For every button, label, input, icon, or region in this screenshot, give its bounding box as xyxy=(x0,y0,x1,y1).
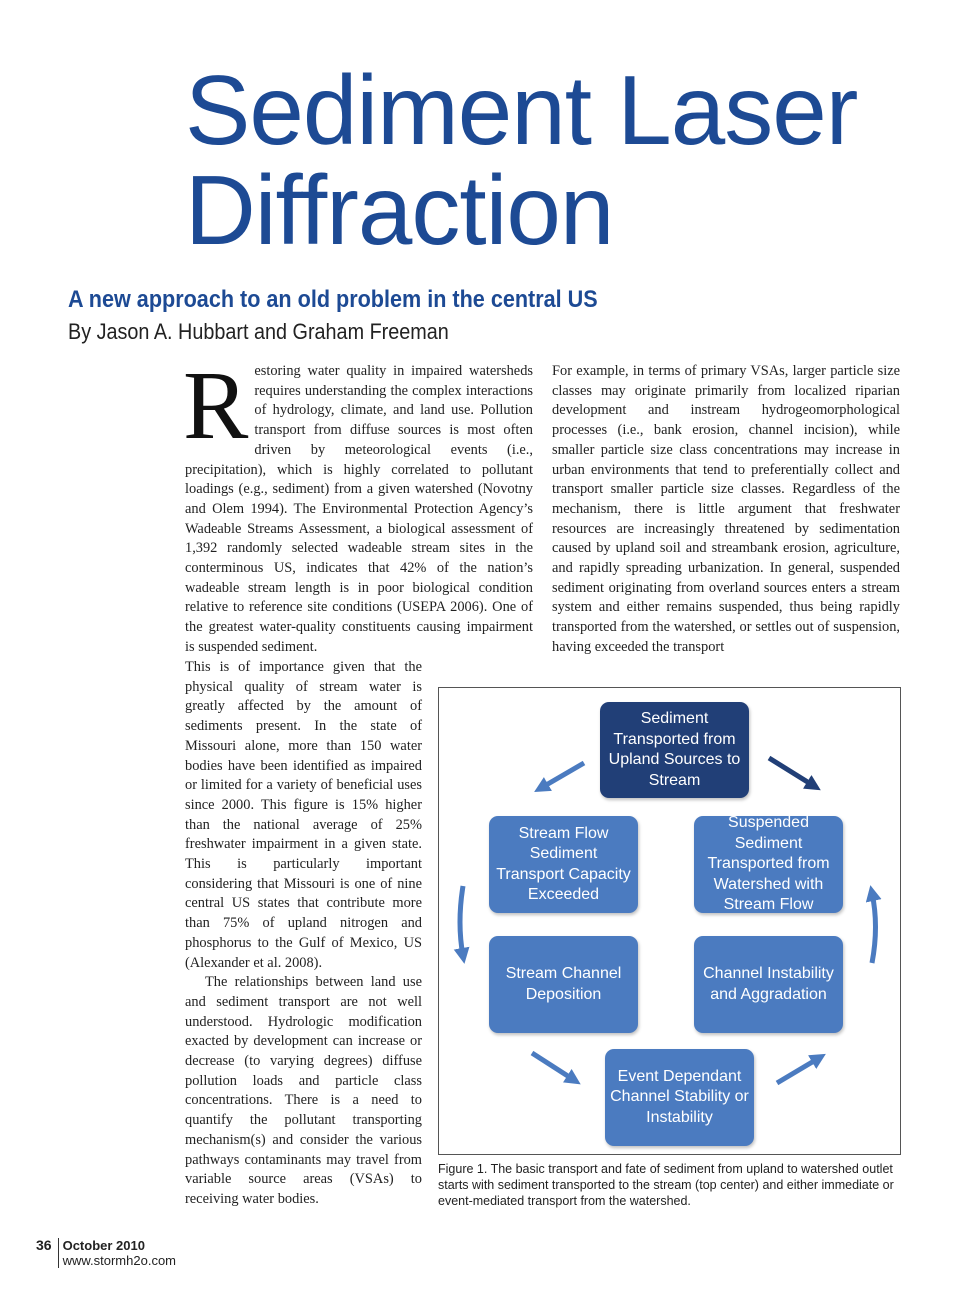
issue-date: October 2010 xyxy=(62,1238,145,1253)
footer-divider xyxy=(58,1238,59,1268)
box-text-line: Transported from xyxy=(707,855,830,873)
page-number: 36 xyxy=(36,1237,52,1253)
box-text-line: Exceeded xyxy=(527,886,600,903)
paragraph-vsa: For example, in terms of primary VSAs, larger particle size classes may originate primarily from localized riparian development and instream hydrogeomorphological processes (i.e., bank erosion, channel incision), while smaller particle size class concentrations may increase in urban environments that tend to preferentially collect and transport smaller particle size classes. Regardless of the mechanism, there is little argument that freshwater resources are increasingly threatened by sedimentation caused by upland soil and streambank erosion, agriculture, and rapidly spreading urbanization. In general, suspended sediment originating from overland sources enters a stream system and either remains suspended, thus being rapidly transported from the watershed, or settles out of suspension, having exceeded the transport xyxy=(552,363,900,655)
box-text-line: Transported from xyxy=(613,730,736,748)
box-event-dependant-stability xyxy=(605,1049,754,1146)
arrow-top-to-right xyxy=(769,758,814,786)
paragraph-land-use: The relationships between land use and sediment transport are not well understood. Hydrologic modification exacted by development can increase or decrease (to varying degrees) diffuse pollution loads and particle class concentrations. There is a need to quantify the pollutant transporting mechanism(s) and consider the various pathways contaminants may travel from variable source areas (VSAs) to receiving water bodies. xyxy=(185,974,422,1207)
box-text-line: Deposition xyxy=(525,985,602,1003)
article-column-1-bottom xyxy=(185,658,422,1210)
arrow-low-left-to-bottom xyxy=(532,1053,574,1080)
article-byline: By Jason A. Hubbart and Graham Freeman xyxy=(68,319,449,344)
box-text-line: Stream xyxy=(648,771,701,789)
box-text xyxy=(707,813,829,916)
box-text-line: Sediment xyxy=(529,845,598,862)
drop-cap: R xyxy=(183,352,249,460)
box-upland-sources xyxy=(600,702,749,798)
article-column-2 xyxy=(552,362,900,658)
paragraph-intro: estoring water quality in impaired watersheds requires understanding the complex interactions of hydrology, climate, and land use. Pollution transport from diffuse sources is most often driven by meteorological events (i.e., precipitation), which is highly correlated to pollutant loadings (e.g., sediment) from a given watershed (Novotny and Olem 1994). The Environmental Protection Agency’s Wadeable Streams Assessment, a biological assessment of 1,392 randomly selected wadeable stream sites in the conterminous US, indicates that 42% of the nation’s wadeable stream length is in poor biological condition relative to reference site conditions (USEPA 2006). One of the greatest water-quality constituents causing impairment is suspended sediment. xyxy=(185,363,533,655)
box-text-line: Channel Instability xyxy=(703,965,834,982)
box-stream-channel-deposition xyxy=(489,936,638,1033)
figure-caption: Figure 1. The basic transport and fate of sediment from upland to watershed outlet starts with sediment transported to the stream (top center) and either immediate or event-mediated transport from the watershed. xyxy=(438,1162,894,1208)
box-text-line: Watershed with xyxy=(713,875,824,893)
footer-info xyxy=(63,1238,176,1268)
article-column-1-top xyxy=(183,352,533,658)
article-title: Sediment Laser Diffraction xyxy=(185,55,858,265)
arrow-top-to-left xyxy=(541,763,584,788)
box-text-line: Upland Sources to xyxy=(608,751,741,768)
box-transport-capacity-exceeded xyxy=(489,816,638,913)
box-text-line: Stream Channel xyxy=(505,965,622,982)
arrow-bottom-to-low-right xyxy=(777,1058,819,1083)
box-text-line: Event Dependant xyxy=(617,1067,742,1085)
box-text-line: Instability xyxy=(646,1108,713,1126)
box-text-line: Channel Stability or xyxy=(610,1088,749,1106)
box-text-line: Transport Capacity xyxy=(496,865,631,883)
box-text-line: Stream Flow xyxy=(723,896,814,914)
box-text xyxy=(496,824,631,906)
box-suspended-sediment-transported xyxy=(694,816,843,913)
page-footer xyxy=(36,1238,176,1268)
arrow-right-up xyxy=(872,893,876,963)
website-url: www.stormh2o.com xyxy=(62,1253,176,1268)
box-text xyxy=(703,964,834,1005)
box-text xyxy=(610,1067,749,1129)
box-text-line: Sediment xyxy=(640,710,709,727)
box-text-line: Stream Flow xyxy=(518,824,609,842)
figure-sediment-flow-diagram xyxy=(438,687,901,1155)
box-text-line: Suspended xyxy=(728,814,809,832)
article-subtitle: A new approach to an old problem in the central US xyxy=(68,286,598,313)
box-text xyxy=(609,709,741,791)
box-text-line: Sediment xyxy=(734,834,803,852)
box-channel-instability xyxy=(694,936,843,1033)
arrow-left-down xyxy=(460,886,463,956)
box-text xyxy=(506,964,622,1005)
paragraph-missouri: This is of importance given that the physical quality of stream water is greatly affected by the amount of sediments present. In the state of Missouri alone, more than 150 water bodies have been identified as impaired or limited for a variety of beneficial uses since 2000. This figure is 15% higher than the national average of 25% freshwater impairment in a given state. This is particularly important considering that Missouri is one of nine central US states that contribute more than 75% of upland nitrogen and phosphorus to the Gulf of Mexico, US (Alexander et al. 2008). xyxy=(185,659,422,971)
box-text-line: and Aggradation xyxy=(710,985,827,1003)
